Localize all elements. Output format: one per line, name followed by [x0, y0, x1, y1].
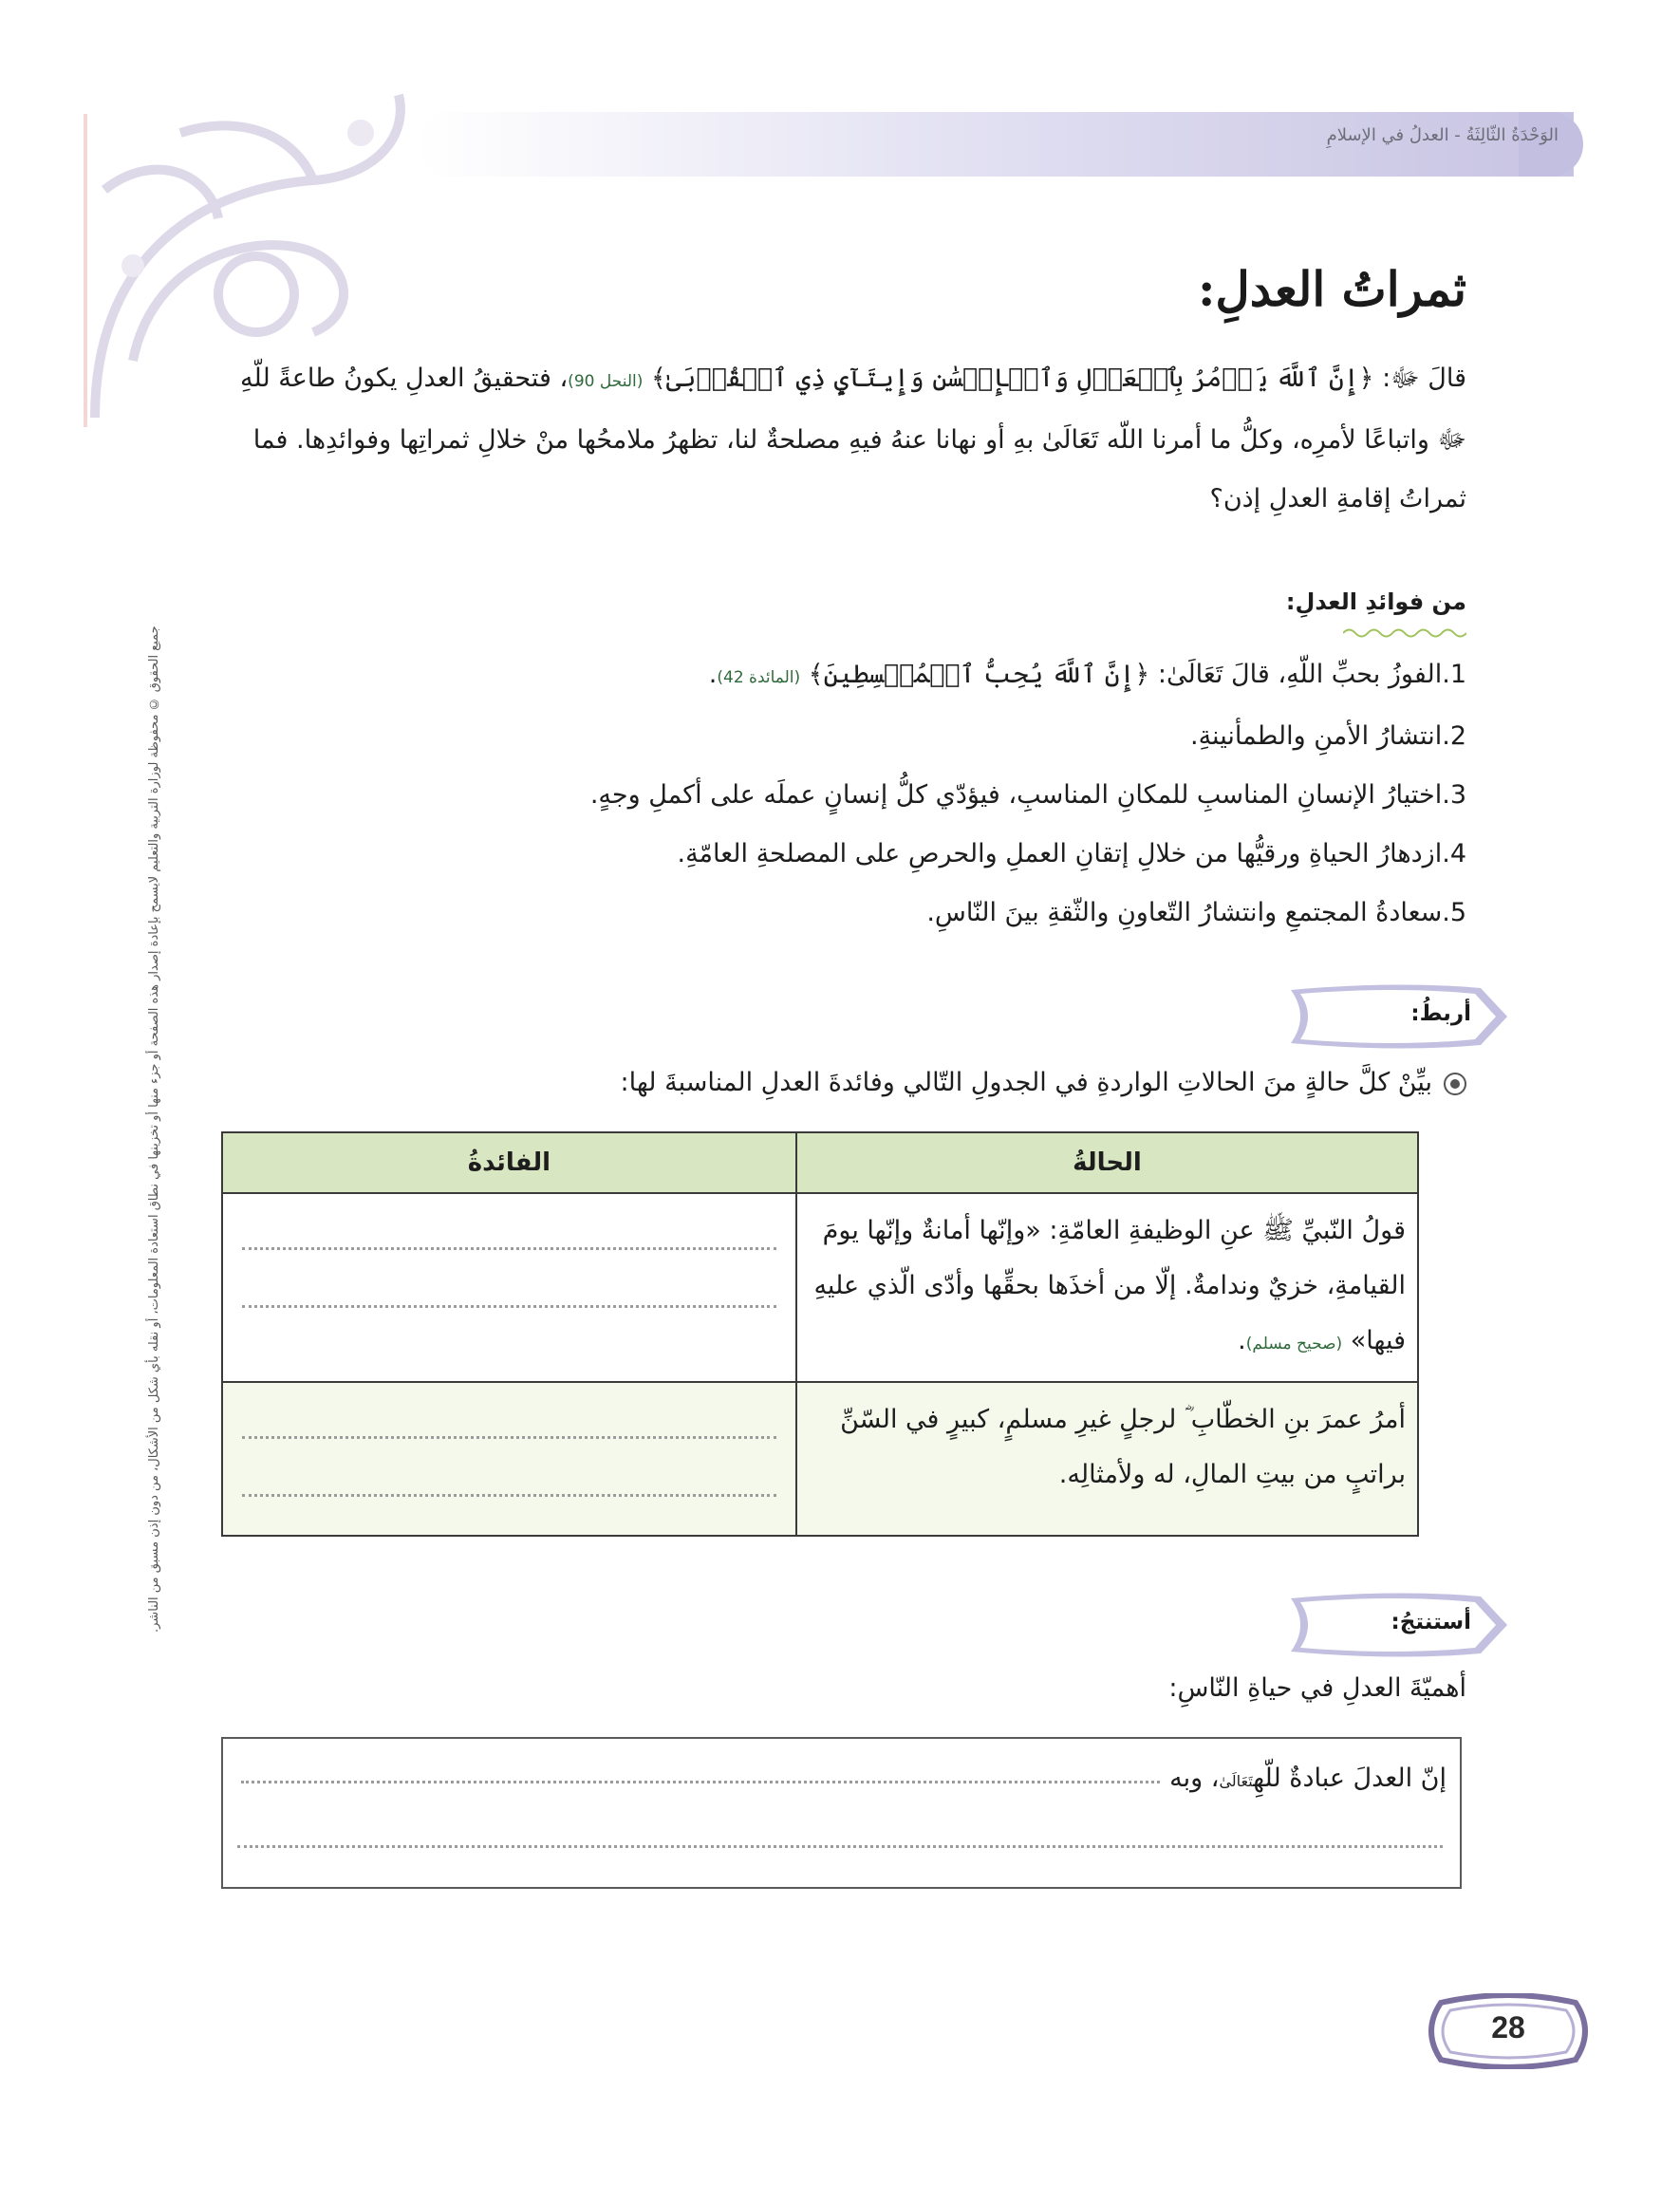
answer-first-line[interactable]: [241, 1764, 1447, 1793]
benefit-end: .: [708, 660, 718, 689]
benefit-number: 5.: [1442, 898, 1466, 927]
answer-second-line[interactable]: [237, 1845, 1443, 1848]
benefit-verse-ref: (المائدة 42): [717, 668, 801, 687]
intro-verse: ﴿إِنَّ ٱللَّهَ يَأۡمُرُ بِٱلۡعَدۡلِ وَٱلۡإِحۡسَٰنِ وَإِيتَآيِٕ ذِي ٱلۡقُرۡبَىٰ﴾: [650, 364, 1374, 393]
answer-start-text: [1169, 1764, 1447, 1793]
intro-part1: قالَ ﷻ:: [1373, 364, 1466, 393]
intro-part2: ، فتحقيقُ العدلِ يكونُ طاعةً للّهِ ﷻ واتباعًا لأمرِه، وكلُّ ما أمرنا اللّه تَعَالَىٰ بهِ أو نهانا عنهُ فيهِ مصلحةٌ لنا، تظهرُ ملامحُها منْ خلالِ ثمراتِها وفوائدِها. فما ثمراتُ إقامةِ العدلِ إذن؟: [240, 364, 1466, 513]
conclude-answer-box[interactable]: [221, 1737, 1462, 1889]
benefit-text: اختيارُ الإنسانِ المناسبِ للمكانِ المناسبِ، فيؤدّي كلُّ إنسانٍ عملَه على أكملِ وجهٍ.: [589, 780, 1443, 810]
connect-tag: [1291, 982, 1509, 1051]
benefit-item: [204, 884, 1466, 943]
benefit-answer-cell[interactable]: [222, 1193, 796, 1382]
table-row: [222, 1193, 1418, 1382]
conclude-tag: [1291, 1591, 1509, 1659]
benefit-item: [204, 766, 1466, 825]
page-number-badge: [1422, 1993, 1595, 2069]
benefit-item: [204, 707, 1466, 766]
intro-paragraph: [204, 349, 1466, 529]
answer-line[interactable]: [242, 1279, 776, 1308]
benefit-item: [204, 825, 1466, 884]
benefit-text: سعادةُ المجتمعِ وانتشارُ التّعاونِ والثّقةِ بينَ النّاسِ.: [926, 898, 1443, 927]
conclude-label: أستنتجُ:: [1391, 1610, 1471, 1634]
connect-instruction: [621, 1068, 1466, 1097]
conclude-question: أهميّةَ العدلِ في حياةِ النّاسِ:: [1168, 1673, 1466, 1703]
unit-title: الوَحْدَةُ الثّالِثَةُ - العدلُ في الإسلامِ: [1326, 125, 1559, 145]
benefit-text: الفوزُ بحبِّ اللّهِ، قالَ تَعَالَىٰ:: [1149, 660, 1443, 689]
benefits-list: [204, 645, 1466, 943]
answer-small-word: تَعَالَىٰ: [1219, 1772, 1254, 1790]
case-cell: [796, 1382, 1418, 1536]
case-text: أمرُ عمرَ بنِ الخطّابِ ؓ لرجلٍ غيرِ مسلمٍ، كبيرٍ في السّنِّ براتبٍ من بيتِ المالِ، له ولأمثالِه.: [840, 1405, 1406, 1489]
benefit-item: [204, 645, 1466, 707]
tag-shape: [1291, 982, 1509, 1051]
benefit-number: 4.: [1442, 839, 1466, 868]
intro-verse-ref: (النحل 90): [568, 372, 644, 391]
matching-table: [221, 1131, 1419, 1537]
page-title: ثمراتُ العدلِ:: [1197, 261, 1466, 317]
header-benefit: الفائدةُ: [222, 1132, 796, 1193]
header-case: الحالةُ: [796, 1132, 1418, 1193]
case-text: قولُ النّبيِّ ﷺ عنِ الوظيفةِ العامّةِ: «وإنّها أمانةٌ وإنّها يومَ القيامةِ، خزيٌ وندامةٌ. إلّا من أخذَها بحقِّها وأدّى الّذي عليهِ فيها»: [813, 1216, 1406, 1355]
connect-label: أربطُ:: [1410, 1001, 1471, 1026]
answer-dotted-fill[interactable]: [241, 1781, 1160, 1783]
answer-end: ، وبه: [1169, 1764, 1220, 1793]
answer-line[interactable]: [242, 1410, 776, 1439]
benefit-number: 2.: [1442, 721, 1466, 751]
answer-line[interactable]: [242, 1221, 776, 1250]
benefit-text: انتشارُ الأمنِ والطمأنينةِ.: [1190, 721, 1443, 751]
answer-start: إنّ العدلَ عبادةٌ للّهِ: [1253, 1764, 1447, 1793]
bullet-icon: [1444, 1073, 1466, 1095]
case-ref: (صحيح مسلم): [1245, 1335, 1343, 1354]
case-end: .: [1238, 1326, 1246, 1355]
instruction-text: بيِّنْ كلَّ حالةٍ منَ الحالاتِ الواردةِ في الجدولِ التّالي وفائدةَ العدلِ المناسبةَ لها:: [620, 1068, 1432, 1097]
benefit-verse: ﴿إِنَّ ٱللَّهَ يُحِبُّ ٱلۡمُقۡسِطِينَ﴾: [808, 660, 1150, 689]
copyright-note: جميع الحقوق © محفوظة لوزارة التربية والتعليم لايسمح بإعادة إصدار هذه الصفحة أو جزء منها أو تخزينها في نطاق استعادة المعلومات، أو نقله بأي شكل من الأشكال، من دون إذن مسبق من الناشر.: [147, 625, 161, 1634]
answer-line[interactable]: [242, 1467, 776, 1497]
case-cell: [796, 1193, 1418, 1382]
benefit-text: ازدهارُ الحياةِ ورقيُّها من خلالِ إتقانِ العملِ والحرصِ على المصلحةِ العامّةِ.: [677, 839, 1443, 868]
benefits-heading: من فوائدِ العدلِ:: [1285, 588, 1466, 615]
table-header-row: [222, 1132, 1418, 1193]
table-row: [222, 1382, 1418, 1536]
wavy-underline: [1343, 626, 1466, 640]
page-number: 28: [1491, 2010, 1525, 2044]
benefit-number: 3.: [1442, 780, 1466, 810]
benefit-answer-cell[interactable]: [222, 1382, 796, 1536]
benefit-number: 1.: [1442, 660, 1466, 689]
